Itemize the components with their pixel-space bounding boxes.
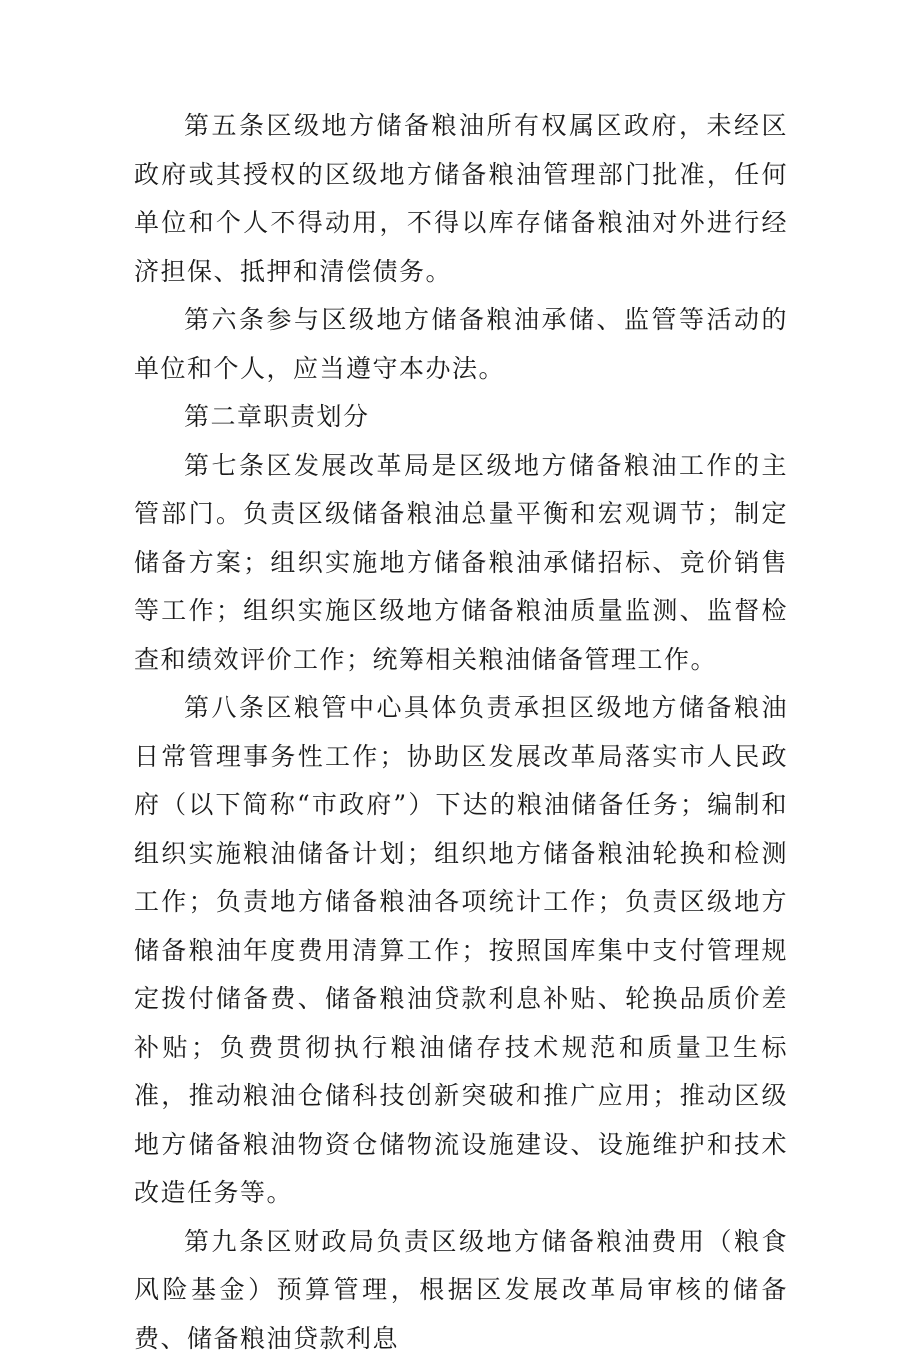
article-9-paragraph: 第九条区财政局负责区级地方储备粮油费用（粮食风险基金）预算管理，根据区发展改革局审核的储备费、储备粮油贷款利息 [134, 1218, 788, 1363]
article-5-paragraph: 第五条区级地方储备粮油所有权属区政府，未经区政府或其授权的区级地方储备粮油管理部门批准，任何单位和个人不得动用，不得以库存储备粮油对外进行经济担保、抵押和清偿债务。 [134, 102, 788, 296]
article-8-paragraph: 第八条区粮管中心具体负责承担区级地方储备粮油日常管理事务性工作；协助区发展改革局落实市人民政府（以下简称“市政府”）下达的粮油储备任务；编制和组织实施粮油储备计划；组织地方储备粮油轮换和检测工作；负责地方储备粮油各项统计工作；负责区级地方储备粮油年度费用清算工作；按照国库集中支付管理规定拨付储备费、储备粮油贷款利息补贴、轮换品质价差补贴；负费贯彻执行粮油储存技术规范和质量卫生标准，推动粮油仓储科技创新突破和推广应用；推动区级地方储备粮油物资仓储物流设施建设、设施维护和技术改造任务等。 [134, 684, 788, 1218]
document-body [134, 102, 788, 1363]
article-7-paragraph: 第七条区发展改革局是区级地方储备粮油工作的主管部门。负责区级储备粮油总量平衡和宏观调节；制定储备方案；组织实施地方储备粮油承储招标、竞价销售等工作；组织实施区级地方储备粮油质量监测、监督检查和绩效评价工作；统筹相关粮油储备管理工作。 [134, 442, 788, 685]
chapter-2-heading: 第二章职责划分 [134, 393, 788, 442]
article-6-paragraph: 第六条参与区级地方储备粮油承储、监管等活动的单位和个人，应当遵守本办法。 [134, 296, 788, 393]
